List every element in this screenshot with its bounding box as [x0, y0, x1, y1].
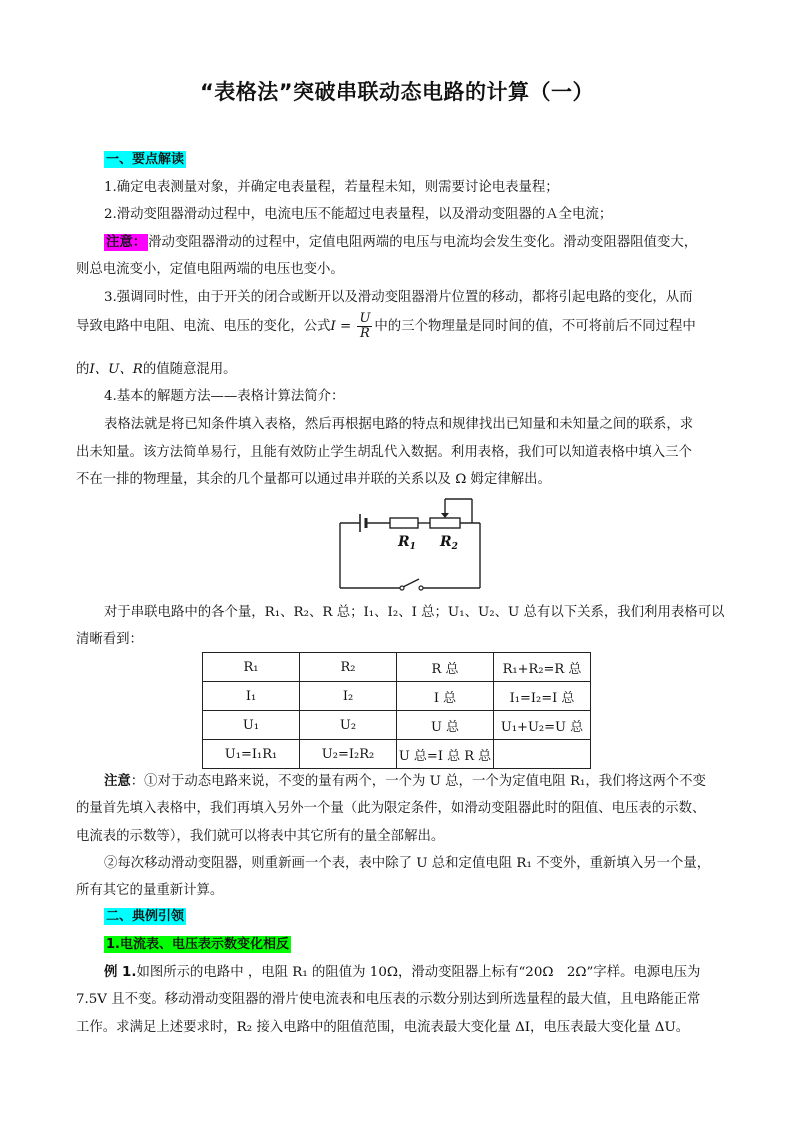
- series-paragraph-a: 对于串联电路中的各个量，R₁、R₂、R 总；I₁、I₂、I 总；U₁、U₂、U 总有以下关系，我们利用表格可以: [104, 605, 725, 620]
- example-text-b: 7.5V 且不变。移动滑动变阻器的滑片使电流表和电压表的示数分别达到所选量程的最大值，且电路能正常: [76, 992, 701, 1007]
- paragraph-3b: [76, 312, 696, 341]
- resistor-r2: [430, 518, 460, 528]
- paragraph-5c: 不在一排的物理量，其余的几个量都可以通过串并联的关系以及 Ω 姆定律解出。: [76, 472, 551, 487]
- paragraph-5b: 出未知量。该方法简单易行，且能有效防止学生胡乱代入数据。利用表格，我们可以知道表格中填入三个: [76, 445, 692, 460]
- formula-denominator: R: [360, 326, 370, 341]
- example-text-c: 工作。求满足上述要求时，R₂ 接入电路中的阻值范围，电流表最大变化量 ΔI，电压表最大变化量 ΔU。: [76, 1020, 690, 1035]
- paragraph-5a: 表格法就是将已知条件填入表格，然后再根据电路的特点和规律找出已知量和未知量之间的联系，求: [104, 417, 694, 432]
- paragraph-3a: 3.强调同时性，由于开关的闭合或断开以及滑动变阻器滑片位置的移动，都将引起电路的变化，从而: [104, 290, 693, 305]
- section-heading-1-text: 一、要点解读: [106, 152, 185, 167]
- table-cell: U₂=I₂R₂: [300, 740, 397, 769]
- paragraph-1: 1.确定电表测量对象，并确定电表量程，若量程未知，则需要讨论电表量程；: [104, 180, 559, 195]
- section-heading-2-text: 二、典例引领: [106, 909, 185, 924]
- table-row: [203, 740, 591, 769]
- switch-contact-left: [400, 586, 404, 590]
- paragraph-3c-post: 的值随意混用。: [142, 362, 237, 377]
- table-row: [203, 682, 591, 711]
- table-row: [203, 711, 591, 740]
- formula-I: I: [330, 319, 336, 334]
- table-cell: U₁=I₁R₁: [203, 740, 300, 769]
- example-text-a: 如图所示的电路中 ，电阻 R₁ 的阻值为 10Ω，滑动变阻器上标有“20Ω 2Ω”字样。电源电压为: [136, 965, 701, 980]
- table-cell: I 总: [397, 682, 494, 711]
- note2-text-a: ：①对于动态电路来说，不变的量有两个，一个为 U 总，一个为定值电阻 R₁，我们将这两个不变: [130, 774, 706, 789]
- paragraph-2: 2.滑动变阻器滑动过程中，电流电压不能超过电表量程，以及滑动变阻器的Ａ全电流；: [104, 207, 613, 222]
- note-text-b: 则总电流变小，定值电阻两端的电压也变小。: [76, 262, 344, 277]
- formula-numerator: U: [359, 311, 371, 326]
- note2-label: 注意: [104, 774, 131, 789]
- paragraph-4: 4.基本的解题方法——表格计算法简介：: [104, 389, 345, 404]
- example-line-a: [104, 961, 700, 980]
- table-cell: U 总: [397, 711, 494, 740]
- paragraph-3c-vars: I、U、R: [89, 362, 143, 377]
- label-r2: $R_2$: [440, 534, 458, 552]
- switch-contact-right: [419, 586, 423, 590]
- note2-text-d: ②每次移动滑动变阻器，则重新画一个表，表中除了 U 总和定值电阻 R₁ 不变外，重新填入另一个量，: [104, 856, 711, 871]
- paragraph-3c-pre: 的: [76, 362, 90, 377]
- table-cell: U₁: [203, 711, 300, 740]
- note2-text-c: 电流表的示数等），我们就可以将表中其它所有的量全部解出。: [76, 829, 445, 844]
- note2-line-a: [104, 770, 706, 789]
- note-line-1: [104, 231, 697, 250]
- page-title: “表格法”突破串联动态电路的计算（一）: [199, 80, 595, 104]
- subsection-heading-text: 1.电流表、电压表示数变化相反: [106, 937, 289, 952]
- resistor-r1: [390, 518, 418, 528]
- table-cell: I₂: [300, 682, 397, 711]
- paragraph-3b-pre: 导致电路中电阻、电流、电压的变化，公式: [76, 319, 331, 334]
- table-cell: R 总: [397, 653, 494, 682]
- switch-lever: [403, 579, 419, 587]
- table-cell: U 总=I 总 R 总: [397, 740, 494, 769]
- example-label: 例 1.: [104, 965, 137, 980]
- note-text-a: 滑动变阻器滑动的过程中，定值电阻两端的电压与电流均会发生变化。滑动变阻器阻值变大，: [148, 235, 698, 250]
- table-cell: U₁+U₂=U 总: [494, 711, 591, 740]
- subsection-heading: [104, 933, 291, 952]
- label-r1: $R_1$: [398, 534, 416, 552]
- table-cell: R₁+R₂=R 总: [494, 653, 591, 682]
- section-heading-2: [104, 905, 186, 924]
- note-label: 注意：: [106, 235, 147, 250]
- paragraph-3b-post: 中的三个物理量是同时间的值，不可将前后不同过程中: [374, 319, 696, 334]
- relations-table: [202, 652, 591, 769]
- slider-arrow: [441, 513, 449, 518]
- note2-text-e: 所有其它的量重新计算。: [76, 883, 224, 898]
- table-row: [203, 653, 591, 682]
- table-cell: [494, 740, 591, 769]
- table-cell: R₁: [203, 653, 300, 682]
- note2-text-b: 的量首先填入表格中，我们再填入另外一个量（此为限定条件，如滑动变阻器此时的阻值、电压表的示数、: [76, 801, 706, 816]
- series-paragraph-b: 清晰看到：: [76, 632, 143, 647]
- table-cell: I₁=I₂=I 总: [494, 682, 591, 711]
- formula-fraction: [357, 312, 372, 341]
- table-cell: U₂: [300, 711, 397, 740]
- table-cell: I₁: [203, 682, 300, 711]
- section-heading-1: [104, 148, 186, 167]
- table-cell: R₂: [300, 653, 397, 682]
- paragraph-3c: [76, 358, 237, 377]
- formula-eq: =: [335, 319, 356, 334]
- circuit-diagram: [330, 495, 490, 592]
